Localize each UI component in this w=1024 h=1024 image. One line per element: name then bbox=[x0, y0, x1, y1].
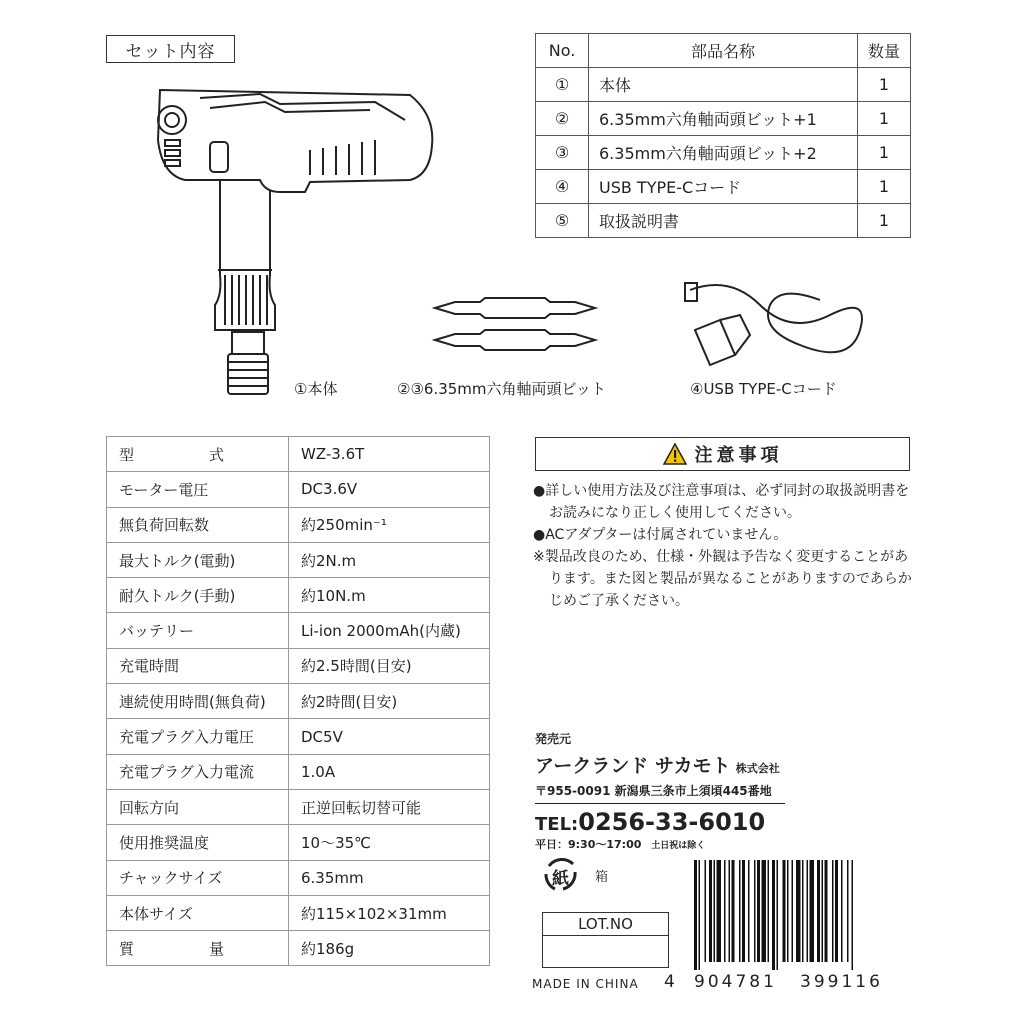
barcode-lead-digit: 4 bbox=[664, 972, 675, 992]
spec-value: 6.35mm bbox=[289, 860, 490, 895]
barcode-bar bbox=[754, 860, 756, 962]
spec-value: 約2.5時間(目安) bbox=[289, 648, 490, 683]
barcode-bar bbox=[792, 860, 794, 962]
part-name: 本体 bbox=[589, 68, 858, 102]
barcode-bar bbox=[694, 860, 697, 970]
barcode-bar bbox=[796, 860, 801, 962]
table-row bbox=[107, 931, 490, 966]
usb-cable-illustration bbox=[660, 275, 880, 375]
spec-value: WZ-3.6T bbox=[289, 437, 490, 472]
barcode bbox=[690, 860, 900, 970]
spec-value: 約2時間(目安) bbox=[289, 684, 490, 719]
spec-label: 充電時間 bbox=[107, 648, 289, 683]
barcode-bar bbox=[832, 860, 834, 962]
header-name: 部品名称 bbox=[589, 34, 858, 68]
seller-tel: 0256-33-6010 bbox=[578, 808, 766, 836]
spec-value: 正逆回転切替可能 bbox=[289, 789, 490, 824]
barcode-bar bbox=[717, 860, 722, 962]
table-row bbox=[107, 719, 490, 754]
origin-label: MADE IN CHINA bbox=[532, 977, 639, 991]
seller-label: 発売元 bbox=[535, 732, 572, 746]
table-row bbox=[107, 613, 490, 648]
spec-label: 回転方向 bbox=[107, 789, 289, 824]
barcode-bar bbox=[822, 860, 824, 962]
barcode-bar bbox=[777, 860, 779, 970]
table-row bbox=[107, 472, 490, 507]
spec-value: Li-ion 2000mAh(内蔵) bbox=[289, 613, 490, 648]
notice-title: 注意事項 bbox=[694, 445, 783, 466]
table-row bbox=[107, 895, 490, 930]
spec-value: DC3.6V bbox=[289, 472, 490, 507]
seller-hours-note: 土日祝は除く bbox=[651, 841, 706, 851]
set-contents-label: セット内容 bbox=[106, 35, 235, 63]
barcode-bar bbox=[732, 860, 735, 962]
table-row bbox=[536, 68, 911, 102]
part-qty: 1 bbox=[858, 204, 911, 238]
barcode-bar bbox=[724, 860, 726, 962]
spec-value: 約2N.m bbox=[289, 542, 490, 577]
seller-hours: 平日：9:30〜17:00 bbox=[535, 838, 642, 851]
barcode-bar bbox=[709, 860, 712, 962]
barcode-right-digits: 399116 bbox=[800, 972, 883, 992]
part-qty: 1 bbox=[858, 68, 911, 102]
spec-label: 無負荷回転数 bbox=[107, 507, 289, 542]
barcode-bar bbox=[841, 860, 843, 962]
part-no: ④ bbox=[536, 170, 589, 204]
header-no: No. bbox=[536, 34, 589, 68]
barcode-bar bbox=[810, 860, 815, 962]
caption-body: ①本体 bbox=[294, 380, 338, 398]
table-row bbox=[107, 825, 490, 860]
barcode-bar bbox=[714, 860, 716, 962]
part-qty: 1 bbox=[858, 170, 911, 204]
part-no: ③ bbox=[536, 136, 589, 170]
spec-label: バッテリー bbox=[107, 613, 289, 648]
lot-label: LOT.NO bbox=[543, 913, 668, 936]
barcode-bar bbox=[847, 860, 849, 962]
barcode-bar bbox=[739, 860, 741, 962]
barcode-left-digits: 904781 bbox=[694, 972, 777, 992]
screwdriver-illustration bbox=[140, 80, 450, 410]
barcode-bar bbox=[787, 860, 789, 962]
paper-recycle-mark bbox=[541, 854, 581, 894]
part-no: ⑤ bbox=[536, 204, 589, 238]
warning-icon bbox=[663, 443, 687, 465]
barcode-bar bbox=[757, 860, 760, 962]
barcode-bar bbox=[742, 860, 745, 962]
spec-label: 使用推奨温度 bbox=[107, 825, 289, 860]
barcode-bar bbox=[768, 860, 770, 962]
barcode-bar bbox=[748, 860, 750, 962]
spec-label: 本体サイズ bbox=[107, 895, 289, 930]
barcode-bar bbox=[852, 860, 854, 970]
seller-tel-prefix: TEL: bbox=[535, 814, 579, 835]
spec-value: 10〜35℃ bbox=[289, 825, 490, 860]
table-row bbox=[536, 170, 911, 204]
notice-item: ●ACアダプターは付属されていません。 bbox=[533, 527, 788, 543]
caption-cable: ④USB TYPE-Cコード bbox=[690, 380, 837, 398]
table-row bbox=[107, 437, 490, 472]
table-row bbox=[107, 789, 490, 824]
parts-table bbox=[535, 33, 911, 238]
spec-label: モーター電圧 bbox=[107, 472, 289, 507]
table-row bbox=[107, 684, 490, 719]
barcode-bar bbox=[825, 860, 828, 962]
notice-item: ●詳しい使用方法及び注意事項は、必ず同封の取扱説明書をお読みになり正しく使用してください。 bbox=[533, 483, 910, 521]
parts-header-row bbox=[536, 34, 911, 68]
spec-label: 充電プラグ入力電流 bbox=[107, 754, 289, 789]
part-no: ① bbox=[536, 68, 589, 102]
notice-header bbox=[535, 437, 910, 471]
spec-label: 耐久トルク(手動) bbox=[107, 578, 289, 613]
part-no: ② bbox=[536, 102, 589, 136]
part-name: USB TYPE-Cコード bbox=[589, 170, 858, 204]
seller-hours-row bbox=[535, 836, 785, 852]
seller-company-suffix: 株式会社 bbox=[735, 762, 780, 775]
table-row bbox=[536, 204, 911, 238]
seller-company: アークランド サカモト bbox=[535, 755, 731, 777]
barcode-bar bbox=[783, 860, 786, 962]
seller-info bbox=[535, 730, 785, 852]
barcode-bar bbox=[807, 860, 809, 962]
recycle-mark-text: 紙 bbox=[552, 869, 569, 889]
spec-value: 約10N.m bbox=[289, 578, 490, 613]
spec-value: 約115×102×31mm bbox=[289, 895, 490, 930]
part-qty: 1 bbox=[858, 136, 911, 170]
table-row bbox=[107, 542, 490, 577]
table-row bbox=[536, 136, 911, 170]
barcode-bar bbox=[817, 860, 820, 962]
seller-company-row bbox=[535, 751, 785, 778]
barcode-bar bbox=[772, 860, 775, 970]
part-name: 6.35mm六角軸両頭ビット+1 bbox=[589, 102, 858, 136]
part-name: 6.35mm六角軸両頭ビット+2 bbox=[589, 136, 858, 170]
table-row bbox=[107, 507, 490, 542]
spec-value: 約250min⁻¹ bbox=[289, 507, 490, 542]
table-row bbox=[107, 860, 490, 895]
lot-number-box bbox=[542, 912, 669, 968]
barcode-bar bbox=[835, 860, 838, 962]
spec-label: 型 式 bbox=[107, 437, 289, 472]
part-name: 取扱説明書 bbox=[589, 204, 858, 238]
table-row bbox=[107, 578, 490, 613]
barcode-bar bbox=[729, 860, 731, 962]
spec-label: 充電プラグ入力電圧 bbox=[107, 719, 289, 754]
recycle-label: 箱 bbox=[595, 870, 609, 885]
bits-illustration bbox=[425, 290, 605, 360]
table-row bbox=[107, 648, 490, 683]
barcode-bar bbox=[762, 860, 767, 962]
spec-value: 約186g bbox=[289, 931, 490, 966]
notice-item: ※製品改良のため、仕様・外観は予告なく変更することがあります。また図と製品が異なることがありますのであらかじめご了承ください。 bbox=[533, 549, 912, 609]
spec-label: 質 量 bbox=[107, 931, 289, 966]
barcode-bar bbox=[705, 860, 707, 962]
table-row bbox=[107, 754, 490, 789]
header-qty: 数量 bbox=[858, 34, 911, 68]
spec-label: チャックサイズ bbox=[107, 860, 289, 895]
part-qty: 1 bbox=[858, 102, 911, 136]
spec-value: 1.0A bbox=[289, 754, 490, 789]
spec-label: 最大トルク(電動) bbox=[107, 542, 289, 577]
spec-label: 連続使用時間(無負荷) bbox=[107, 684, 289, 719]
seller-address: 〒955-0091 新潟県三条市上須頃445番地 bbox=[535, 782, 785, 804]
spec-value: DC5V bbox=[289, 719, 490, 754]
table-row bbox=[536, 102, 911, 136]
notice-list bbox=[533, 480, 918, 612]
seller-tel-row bbox=[535, 808, 785, 836]
barcode-bar bbox=[699, 860, 701, 970]
caption-bits: ②③6.35mm六角軸両頭ビット bbox=[397, 380, 606, 398]
barcode-bar bbox=[802, 860, 804, 962]
spec-table bbox=[106, 436, 490, 966]
